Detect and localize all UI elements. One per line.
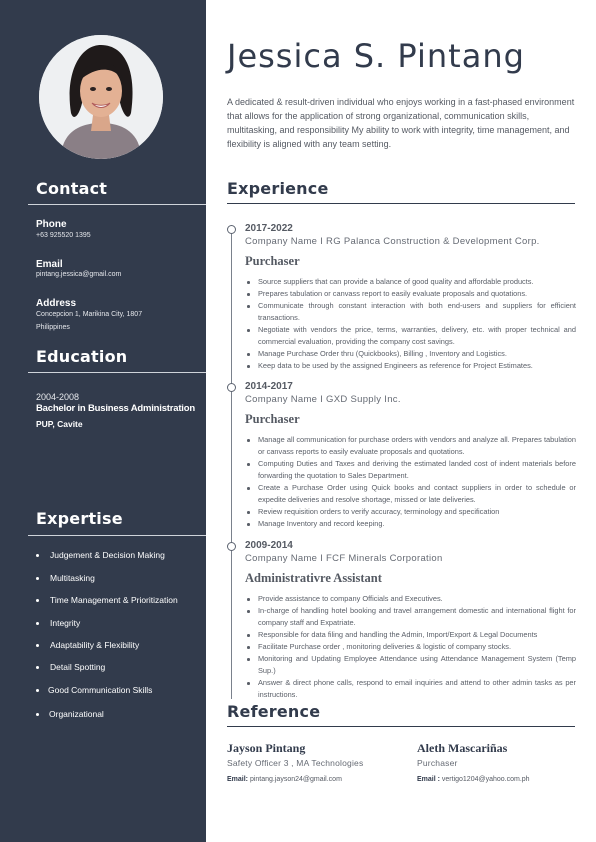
- expertise-item: Multitasking: [50, 573, 95, 583]
- reference-email: [227, 776, 402, 783]
- expertise-item: Time Management & Prioritization: [50, 595, 178, 605]
- education-heading: Education: [36, 347, 128, 366]
- bullet-icon: [36, 622, 39, 625]
- profile-photo: [39, 35, 163, 159]
- expertise-item: Adaptability & Flexibility: [50, 640, 140, 650]
- duty-item: In-charge of handling hotel booking and travel arrangement domestic and international flight for company staff and Expatriate.: [245, 605, 576, 629]
- job-company: Company Name I FCF Minerals Corporation: [245, 553, 443, 564]
- reference-name: Jayson Pintang: [227, 741, 306, 755]
- education-school: PUP, Cavite: [36, 419, 83, 429]
- reference-card: [227, 741, 402, 783]
- job-duties: [245, 593, 576, 701]
- job-duties: [245, 276, 576, 372]
- timeline-dot-icon: [227, 225, 236, 234]
- job-entry: [245, 540, 576, 701]
- expertise-divider: [28, 535, 206, 536]
- bullet-icon: [36, 577, 39, 580]
- expertise-heading: Expertise: [36, 509, 123, 528]
- job-company: Company Name I GXD Supply Inc.: [245, 394, 401, 405]
- job-years: 2017-2022: [245, 223, 293, 234]
- expertise-item: Good Communication Skills: [48, 685, 153, 695]
- expertise-item: Organizational: [49, 709, 104, 719]
- email-label: Email: [36, 259, 63, 270]
- reference-email-value[interactable]: pintang.jayson24@gmail.com: [249, 776, 342, 783]
- duty-item: Answer & direct phone calls, respond to email inquiries and attend to other admin tasks as per instructions.: [245, 677, 576, 701]
- reference-heading: Reference: [227, 702, 321, 721]
- timeline-dot-icon: [227, 383, 236, 392]
- timeline-line: [231, 229, 232, 699]
- timeline-dot-icon: [227, 542, 236, 551]
- education-divider: [28, 372, 206, 373]
- duty-item: Prepares tabulation or canvass report to easily evaluate proposals and quotations.: [245, 288, 576, 300]
- duty-item: Monitoring and Updating Employee Attendance using Attendance Management System (Temp Sup.): [245, 653, 576, 677]
- job-entry: [245, 223, 576, 372]
- duty-item: Manage Purchase Order thru (Quickbooks), Billing , Inventory and Logistics.: [245, 348, 576, 360]
- phone-value: +63 925520 1395: [36, 232, 91, 239]
- bullet-icon: [36, 644, 39, 647]
- duty-item: Communicate through constant interaction with both end-users and suppliers for efficient transactions.: [245, 300, 576, 324]
- education-degree: Bachelor in Business Administration: [36, 403, 195, 414]
- duty-item: Negotiate with vendors the price, terms, warranties, delivery, etc. with proper technical and commercial evaluation, providing the company cost savings.: [245, 324, 576, 348]
- reference-divider: [227, 726, 575, 727]
- address-value: Concepcion 1, Marikina City, 1807 Philippines: [36, 311, 143, 331]
- portrait-image: [39, 35, 163, 159]
- phone-label: Phone: [36, 219, 67, 230]
- job-title: Purchaser: [245, 412, 300, 426]
- candidate-name: Jessica S. Pintang: [227, 37, 525, 75]
- expertise-item: Detail Spotting: [50, 662, 106, 672]
- duty-item: Computing Duties and Taxes and deriving the estimated landed cost of indent materials before forwarding the quotation to Sales Department.: [245, 458, 576, 482]
- bullet-icon: [36, 713, 39, 716]
- bullet-icon: [36, 554, 39, 557]
- reference-email-value[interactable]: vertigo1204@yahoo.com.ph: [441, 776, 530, 783]
- job-years: 2009-2014: [245, 540, 293, 551]
- job-duties: [245, 434, 576, 530]
- reference-role: Purchaser: [417, 758, 458, 768]
- education-years: 2004-2008: [36, 392, 80, 402]
- profile-summary: A dedicated & result-driven individual who enjoys working in a fast-phased environment that allows for the application of strong organizational, communication skills, multitasking, and responsibility My ability to work with integrity, time management, and flexibility is aligned with any team setting.: [227, 97, 575, 149]
- reference-card: [417, 741, 592, 783]
- reference-email-label: Email :: [417, 776, 440, 783]
- job-title: Purchaser: [245, 254, 300, 268]
- email-value[interactable]: pintang.jessica@gmail.com: [36, 271, 122, 278]
- bullet-icon: [36, 599, 39, 602]
- reference-email: [417, 776, 592, 783]
- duty-item: Manage Inventory and record keeping.: [245, 518, 576, 530]
- job-years: 2014-2017: [245, 381, 293, 392]
- duty-item: Source suppliers that can provide a balance of good quality and affordable products.: [245, 276, 576, 288]
- duty-item: Create a Purchase Order using Quick books and contact suppliers in order to schedule or expedite deliveries and resolve shortage, missed or late deliveries.: [245, 482, 576, 506]
- duty-item: Manage all communication for purchase orders with vendors and analyze all. Prepares tabulation or canvass reports to easily evaluate proposals and quotations.: [245, 434, 576, 458]
- bullet-icon: [36, 689, 39, 692]
- reference-email-label: Email:: [227, 776, 249, 783]
- contact-heading: Contact: [36, 179, 108, 198]
- reference-role: Safety Officer 3 , MA Technologies: [227, 758, 364, 768]
- job-company: Company Name I RG Palanca Construction & Development Corp.: [245, 236, 540, 247]
- duty-item: Review requisition orders to verify accuracy, terminology and specification: [245, 506, 576, 518]
- duty-item: Responsible for data filing and handling the Admin, Import/Export & Legal Documents: [245, 629, 576, 641]
- job-title: Administrativre Assistant: [245, 571, 382, 585]
- expertise-item: Integrity: [50, 618, 81, 628]
- contact-divider: [28, 204, 206, 205]
- expertise-item: Judgement & Decision Making: [50, 550, 165, 560]
- bullet-icon: [36, 666, 39, 669]
- experience-heading: Experience: [227, 179, 329, 198]
- experience-divider: [227, 203, 575, 204]
- duty-item: Keep data to be used by the assigned Engineers as reference for Project Estimates.: [245, 360, 576, 372]
- duty-item: Provide assistance to company Officials and Executives.: [245, 593, 576, 605]
- duty-item: Facilitate Purchase order , monitoring deliveries & logistic of company stocks.: [245, 641, 576, 653]
- job-entry: [245, 381, 576, 530]
- reference-name: Aleth Mascariñas: [417, 741, 508, 755]
- address-label: Address: [36, 298, 77, 309]
- sidebar: [0, 0, 206, 842]
